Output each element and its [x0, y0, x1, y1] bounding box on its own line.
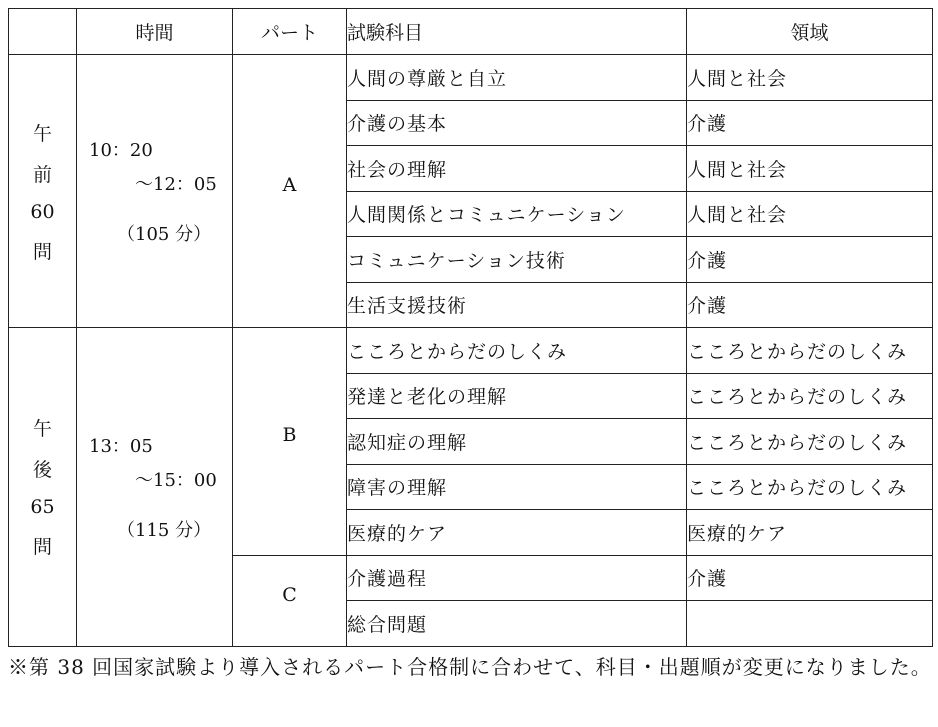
- domain-cell: 医療的ケア: [687, 510, 933, 556]
- subject-cell: 総合問題: [347, 601, 687, 647]
- part-label: B: [282, 424, 297, 447]
- table-row: [9, 328, 933, 374]
- domain-cell: こころとからだのしくみ: [687, 328, 933, 374]
- subject-cell: 介護の基本: [347, 100, 687, 146]
- header-blank: [9, 9, 77, 55]
- header-row: [9, 9, 933, 55]
- subject-cell: 医療的ケア: [347, 510, 687, 556]
- session-time-cell: [77, 55, 233, 328]
- subject-cell: こころとからだのしくみ: [347, 328, 687, 374]
- session-label-char: 60: [30, 200, 55, 223]
- footnote: ※第 38 回国家試験より導入されるパート合格制に合わせて、科目・出題順が変更になりました。: [8, 655, 932, 679]
- domain-cell: こころとからだのしくみ: [687, 419, 933, 465]
- session-label-cell: [9, 328, 77, 647]
- part-cell: [233, 555, 347, 646]
- subject-cell: 人間関係とコミュニケーション: [347, 191, 687, 237]
- domain-cell: 介護: [687, 555, 933, 601]
- session-label: [30, 119, 54, 264]
- subject-cell: 人間の尊厳と自立: [347, 55, 687, 101]
- domain-cell: [687, 601, 933, 647]
- subject-cell: 発達と老化の理解: [347, 373, 687, 419]
- session-label-char: 65: [30, 496, 55, 519]
- time-start: 10：20: [89, 140, 153, 161]
- session-label-char: 問: [32, 536, 52, 559]
- duration: （115 分）: [117, 519, 212, 541]
- session-label-cell: [9, 55, 77, 328]
- session-label-char: 午: [32, 122, 52, 145]
- header-subject: 試験科目: [347, 9, 687, 55]
- exam-schedule-table: [8, 8, 933, 647]
- part-cell: [233, 328, 347, 556]
- part-label: A: [282, 174, 297, 196]
- duration: （105 分）: [117, 224, 212, 245]
- session-label-char: 後: [32, 459, 52, 482]
- domain-cell: 人間と社会: [687, 146, 933, 192]
- subject-cell: 認知症の理解: [347, 419, 687, 465]
- session-label: [30, 414, 54, 559]
- header-domain: 領域: [687, 9, 933, 55]
- session-label-char: 前: [32, 163, 52, 186]
- part-cell: [233, 55, 347, 328]
- session-label-char: 問: [32, 240, 52, 263]
- domain-cell: 介護: [687, 237, 933, 283]
- domain-cell: こころとからだのしくみ: [687, 464, 933, 510]
- time-start: 13：05: [89, 435, 153, 457]
- session-time-cell: [77, 328, 233, 647]
- domain-cell: 介護: [687, 282, 933, 328]
- header-part: パート: [233, 9, 347, 55]
- header-time: 時間: [77, 9, 233, 55]
- domain-cell: こころとからだのしくみ: [687, 373, 933, 419]
- table-row: [9, 55, 933, 101]
- time-end: ～15：00: [135, 469, 217, 491]
- domain-cell: 介護: [687, 100, 933, 146]
- domain-cell: 人間と社会: [687, 55, 933, 101]
- session-label-char: 午: [32, 418, 52, 441]
- subject-cell: 介護過程: [347, 555, 687, 601]
- subject-cell: 生活支援技術: [347, 282, 687, 328]
- subject-cell: 障害の理解: [347, 464, 687, 510]
- time-end: ～12：05: [135, 174, 217, 195]
- domain-cell: 人間と社会: [687, 191, 933, 237]
- subject-cell: コミュニケーション技術: [347, 237, 687, 283]
- subject-cell: 社会の理解: [347, 146, 687, 192]
- part-label: C: [282, 583, 297, 606]
